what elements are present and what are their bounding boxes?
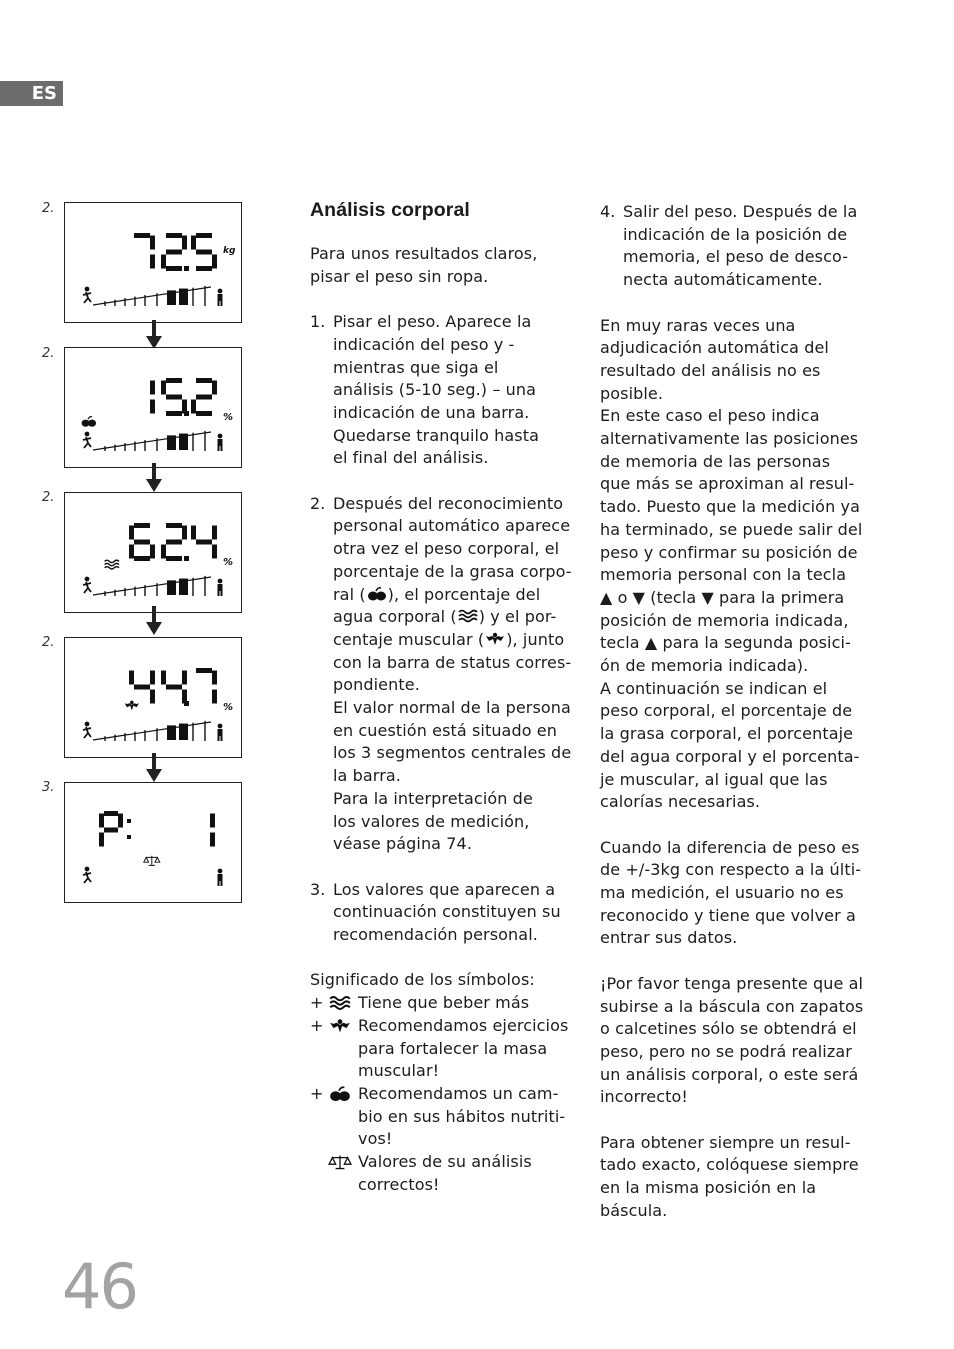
person-icon	[218, 434, 223, 451]
scale-balance-icon	[328, 1154, 352, 1170]
figure-step-label: 2.	[42, 490, 55, 505]
lcd-colon	[127, 819, 131, 823]
scale-balance-icon	[144, 856, 160, 866]
person-icon	[218, 579, 223, 596]
down-arrow-icon	[146, 320, 162, 350]
status-bar-segment	[179, 724, 188, 740]
down-arrow-icon	[146, 463, 162, 493]
paragraph-weight-difference: Cuando la diferencia de peso es de +/-3kg con respecto a la últi- ma medición, el usuario no es reconocido y tiene que volver a entrar sus datos.	[600, 837, 862, 948]
muscle-icon	[328, 1018, 352, 1034]
lcd-segment	[212, 381, 217, 395]
lcd-segment	[212, 690, 217, 704]
lcd-segment	[166, 250, 182, 255]
lcd-segment	[196, 378, 212, 383]
lcd-segment	[166, 556, 182, 561]
status-bar-segment	[167, 725, 176, 740]
figure-step-label: 2.	[42, 201, 55, 216]
lcd-segment	[166, 233, 182, 238]
middle-column	[310, 197, 572, 1196]
lcd-segment	[129, 545, 134, 559]
lcd-decimal-point	[184, 266, 189, 271]
lcd-colon	[127, 835, 131, 839]
lcd-segment	[134, 540, 150, 545]
water-icon	[328, 995, 352, 1011]
lcd-segment	[150, 236, 155, 250]
lcd-segment	[150, 671, 155, 685]
status-bar-segment	[179, 434, 188, 450]
lcd-segment	[161, 255, 166, 269]
lcd-segment	[182, 526, 187, 540]
lcd-display-muscle	[64, 637, 242, 758]
lcd-segment	[99, 814, 104, 828]
lcd-segment	[99, 833, 104, 847]
step-4: 4. Salir del peso. Después de la indicación de la posición de memoria, el peso de desco- necta automáticamente.	[600, 202, 858, 290]
lcd-segment	[129, 671, 134, 685]
person-icon	[218, 289, 223, 306]
right-column	[600, 201, 868, 1223]
down-arrow-icon	[146, 753, 162, 783]
lcd-segment	[212, 545, 217, 559]
athlete-icon	[83, 287, 91, 303]
lcd-segment	[150, 381, 155, 395]
lcd-segment	[166, 685, 182, 690]
lcd-segment	[166, 378, 182, 383]
lcd-display-water	[64, 492, 242, 613]
language-tab: ES	[0, 81, 63, 106]
lcd-segment	[161, 381, 166, 395]
lcd-decimal-point	[184, 411, 189, 416]
paragraph-memory: En muy raras veces una adjudicación automática del resultado del análisis no es posible. En este caso el peso indica alternativamente las posiciones de memoria de las personas que más se aproximan al resul- tado. Puesto que la medición ya ha terminado, se puede salir del peso y confirmar su posición de memoria personal con la tecla ▲ o ▼ (tecla ▼ para la primera posición de memoria indicada, tecla ▲ para la segunda posici- ón de memoria indicada). A continuación se indican el peso corporal, el porcentaje de la grasa corporal, el porcentaje del agua corporal y el porcenta- je muscular, al igual que las calorías necesarias.	[600, 315, 863, 812]
person-icon	[218, 869, 223, 886]
lcd-segment	[196, 266, 212, 271]
step-3: 3. Los valores que aparecen a continuación constituyen su recomendación personal.	[310, 879, 561, 945]
lcd-segment	[129, 526, 134, 540]
status-bar-segment	[179, 579, 188, 595]
paragraph-position: Para obtener siempre un resul- tado exacto, colóquese siempre en la misma posición en la báscula.	[600, 1132, 859, 1220]
lcd-segment	[118, 814, 123, 828]
athlete-icon	[83, 722, 91, 738]
status-bar-segment	[167, 290, 176, 305]
lcd-segment	[182, 671, 187, 685]
figure-step-label: 3.	[42, 780, 55, 795]
lcd-decimal-point	[184, 701, 189, 706]
lcd-segment	[210, 833, 215, 847]
lcd-segment	[134, 233, 150, 238]
step-2: 2. Después del reconocimiento personal automático aparece otra vez el peso corporal, el porcentaje de la grasa corpo- ral ( ), el porcentaje del agua corporal ( ) y el por- centaje muscular ( ), junto con la barra de status corres- pondiente. El valor normal de la persona en cuestión está situado en los 3 segmentos centrales de la barra. Para la interpretación de los valores de medición, véase página 74.	[310, 493, 572, 854]
lcd-segment	[191, 526, 196, 540]
lcd-display-weight	[64, 202, 242, 323]
lcd-segment	[134, 556, 150, 561]
step-1: 1. Pisar el peso. Aparece la indicación del peso y - mientras que siga el análisis (5-10 seg.) – una indicación de una barra. Quedarse tranquilo hasta el final del análisis.	[310, 312, 540, 468]
muscle-icon	[125, 701, 139, 711]
symbols-title: Significado de los símbolos:	[310, 970, 535, 990]
fat-icon	[366, 587, 388, 601]
lcd-segment	[210, 814, 215, 828]
water-icon	[105, 560, 119, 569]
lcd-segment	[191, 400, 196, 414]
down-arrow-icon	[146, 606, 162, 636]
symbol-muscle: + Recomendamos ejercicios para fortalecer la masa muscular!	[310, 1015, 569, 1081]
lcd-segment	[150, 690, 155, 704]
intro-text: Para unos resultados claros, pisar el peso sin ropa.	[310, 244, 538, 286]
lcd-unit: kg	[223, 246, 236, 256]
lcd-segment	[166, 395, 182, 400]
figure-step-label: 2.	[42, 346, 55, 361]
lcd-segment	[196, 540, 212, 545]
lcd-segment	[150, 400, 155, 414]
fat-icon	[328, 1086, 352, 1102]
muscle-icon	[484, 632, 506, 646]
athlete-icon	[83, 867, 91, 883]
lcd-segment	[212, 526, 217, 540]
lcd-segment	[166, 540, 182, 545]
lcd-segment	[161, 545, 166, 559]
water-icon	[457, 609, 479, 623]
lcd-segment	[196, 395, 212, 400]
lcd-segment	[134, 685, 150, 690]
lcd-segment	[196, 668, 212, 673]
symbol-balance: Valores de su análisis correctos!	[310, 1151, 572, 1196]
status-bar-segment	[167, 580, 176, 595]
lcd-segment	[150, 255, 155, 269]
athlete-icon	[83, 432, 91, 448]
lcd-segment	[134, 523, 150, 528]
lcd-segment	[161, 671, 166, 685]
paragraph-shoes-warning: ¡Por favor tenga presente que al subirse a la báscula con zapatos o calcetines sólo se obtendrá el peso, pero no se podrá realizar un análisis corporal, o este será incorrecto!	[600, 973, 864, 1107]
lcd-display-fat	[64, 347, 242, 468]
lcd-segment	[104, 828, 118, 833]
lcd-decimal-point	[184, 556, 189, 561]
lcd-display-memory	[64, 782, 242, 903]
fat-icon	[82, 417, 96, 427]
lcd-segment	[104, 811, 118, 816]
lcd-segment	[196, 411, 212, 416]
symbol-fat: + Recomendamos un cam- bio en sus hábitos nutriti- vos!	[310, 1083, 566, 1149]
page-number: 46	[62, 1250, 137, 1323]
lcd-segment	[212, 671, 217, 685]
figure-step-label: 2.	[42, 635, 55, 650]
section-title: Análisis corporal	[310, 199, 470, 221]
symbol-water: + Tiene que beber más	[310, 993, 530, 1013]
status-bar-segment	[167, 435, 176, 450]
lcd-segment	[166, 523, 182, 528]
lcd-unit: %	[223, 702, 234, 713]
lcd-segment	[150, 545, 155, 559]
lcd-segment	[196, 250, 212, 255]
lcd-segment	[182, 236, 187, 250]
athlete-icon	[83, 577, 91, 593]
lcd-segment	[166, 411, 182, 416]
lcd-segment	[196, 233, 212, 238]
lcd-segment	[191, 236, 196, 250]
person-icon	[218, 724, 223, 741]
lcd-segment	[212, 255, 217, 269]
lcd-unit: %	[223, 412, 234, 423]
lcd-segment	[166, 266, 182, 271]
status-bar-segment	[179, 289, 188, 305]
lcd-unit: %	[223, 557, 234, 568]
